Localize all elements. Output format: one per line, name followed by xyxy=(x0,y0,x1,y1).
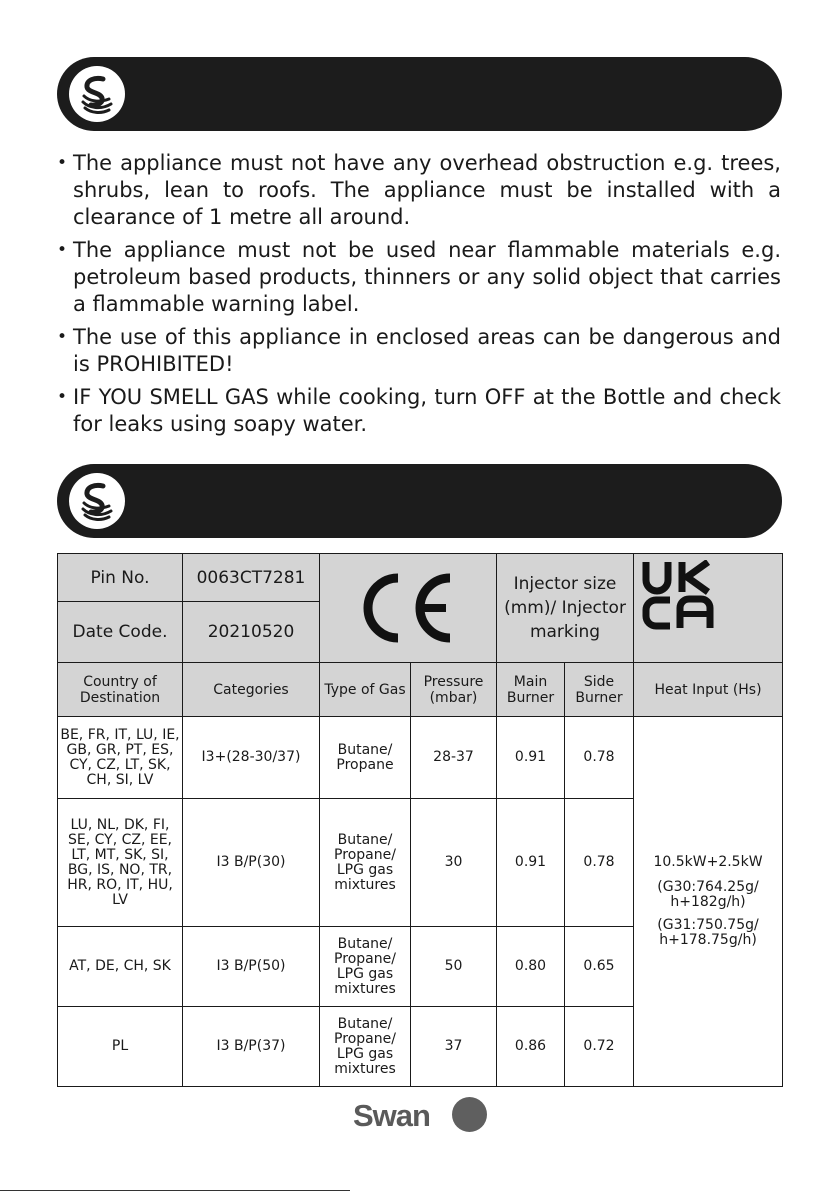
country-cell: BE, FR, IT, LU, IE, GB, GR, PT, ES, CY, CZ, LT, SK, CH, SI, LV xyxy=(58,717,183,799)
heat-input-total: 10.5kW+2.5kW xyxy=(653,854,763,870)
gas-type-cell: Butane/ Propane/ LPG gas mixtures xyxy=(320,927,411,1007)
gas-type-cell: Butane/ Propane/ LPG gas mixtures xyxy=(320,799,411,927)
country-cell: AT, DE, CH, SK xyxy=(58,927,183,1007)
category-cell: I3 B/P(50) xyxy=(183,927,320,1007)
injector-size-label: Injector size (mm)/ Injector marking xyxy=(497,554,634,663)
date-code-value: 20210520 xyxy=(183,602,320,663)
pressure-cell: 50 xyxy=(411,927,497,1007)
main-burner-cell: 0.80 xyxy=(497,927,565,1007)
heat-input-g30: (G30:764.25g/ h+182g/h) xyxy=(657,879,759,910)
divider xyxy=(0,1190,350,1191)
pressure-cell: 37 xyxy=(411,1007,497,1087)
country-cell: LU, NL, DK, FI, SE, CY, CZ, EE, LT, MT, SK, SI, BG, IS, NO, TR, HR, RO, IT, HU, LV xyxy=(58,799,183,927)
header-pressure: Pressure (mbar) xyxy=(411,663,497,717)
safety-bullet: • IF YOU SMELL GAS while cooking, turn OFF at the Bottle and check for leaks using soapy water. xyxy=(57,384,781,438)
header-categories: Categories xyxy=(183,663,320,717)
main-burner-cell: 0.91 xyxy=(497,799,565,927)
side-burner-cell: 0.78 xyxy=(565,799,634,927)
ukca-mark-icon xyxy=(642,560,714,630)
gas-specification-table xyxy=(57,553,783,1087)
footer-brand xyxy=(353,1096,493,1136)
side-burner-cell: 0.78 xyxy=(565,717,634,799)
side-burner-cell: 0.72 xyxy=(565,1007,634,1087)
category-cell: I3+(28-30/37) xyxy=(183,717,320,799)
pin-number-value: 0063CT7281 xyxy=(183,554,320,602)
gas-type-cell: Butane/ Propane/ LPG gas mixtures xyxy=(320,1007,411,1087)
header-heat-input: Heat Input (Hs) xyxy=(634,663,783,717)
page-number-circle-icon xyxy=(452,1097,487,1132)
swan-logo-icon xyxy=(69,66,125,122)
safety-bullet: • The use of this appliance in enclosed areas can be dangerous and is PROHIBITED! xyxy=(57,324,781,378)
ce-mark-cell xyxy=(320,554,497,663)
safety-bullet: • The appliance must not have any overhead obstruction e.g. trees, shrubs, lean to roofs. The appliance must be installed with a clearance of 1 metre all around. xyxy=(57,150,781,231)
pin-number-label: Pin No. xyxy=(58,554,183,602)
header-country: Country of Destination xyxy=(58,663,183,717)
gas-type-cell: Butane/ Propane xyxy=(320,717,411,799)
brand-logo: Swan xyxy=(353,1098,430,1133)
pressure-cell: 28-37 xyxy=(411,717,497,799)
pressure-cell: 30 xyxy=(411,799,497,927)
ce-mark-icon xyxy=(358,572,458,644)
category-cell: I3 B/P(30) xyxy=(183,799,320,927)
category-cell: I3 B/P(37) xyxy=(183,1007,320,1087)
main-burner-cell: 0.91 xyxy=(497,717,565,799)
heat-input-g31: (G31:750.75g/ h+178.75g/h) xyxy=(657,917,759,948)
swan-logo-icon xyxy=(69,473,125,529)
header-main-burner: Main Burner xyxy=(497,663,565,717)
date-code-label: Date Code. xyxy=(58,602,183,663)
section-banner-safety xyxy=(57,57,782,131)
ukca-mark-cell xyxy=(634,554,783,663)
side-burner-cell: 0.65 xyxy=(565,927,634,1007)
table-row xyxy=(58,717,783,799)
safety-bullet: • The appliance must not be used near flammable materials e.g. petroleum based products, thinners or any solid object that carries a flammable warning label. xyxy=(57,237,781,318)
country-cell: PL xyxy=(58,1007,183,1087)
heat-input-cell xyxy=(634,717,783,1087)
header-side-burner: Side Burner xyxy=(565,663,634,717)
safety-instructions xyxy=(57,150,781,444)
header-gas-type: Type of Gas xyxy=(320,663,411,717)
section-banner-specifications xyxy=(57,464,782,538)
main-burner-cell: 0.86 xyxy=(497,1007,565,1087)
